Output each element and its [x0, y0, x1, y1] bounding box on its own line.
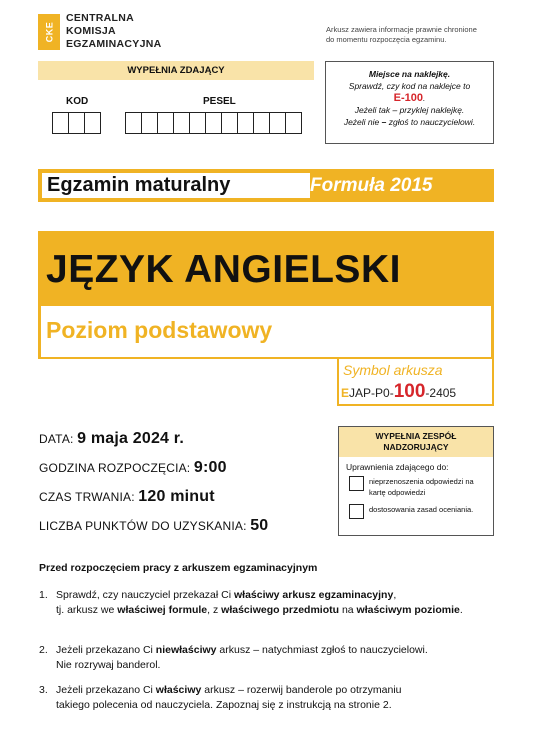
- duration-label: CZAS TRWANIA:: [39, 490, 135, 504]
- pesel-digit-box[interactable]: [189, 112, 206, 134]
- instructions-title: Przed rozpoczęciem pracy z arkuszem egzaminacyjnym: [39, 562, 318, 574]
- confidentiality-notice: [326, 25, 506, 45]
- sticker-line-3-post: zgłoś to nauczycielowi.: [386, 117, 476, 127]
- step1-text-e: właściwej formule: [117, 603, 208, 616]
- date-value: 9 maja 2024 r.: [77, 430, 184, 447]
- adjusted-grading-label: dostosowania zasad oceniania.: [369, 505, 474, 514]
- exam-formula: Formuła 2015: [310, 175, 433, 196]
- pesel-label: PESEL: [203, 96, 236, 107]
- start-value: 9:00: [193, 459, 227, 476]
- pesel-digit-box[interactable]: [285, 112, 302, 134]
- cke-logo-mark: [38, 14, 60, 50]
- adjusted-grading-checkbox[interactable]: [349, 504, 364, 519]
- no-transfer-checkbox[interactable]: [349, 476, 364, 491]
- cke-logo-text: [66, 12, 162, 51]
- pesel-digit-box[interactable]: [269, 112, 286, 134]
- step-number: 3.: [39, 684, 48, 696]
- points-label: LICZBA PUNKTÓW DO UZYSKANIA:: [39, 519, 247, 533]
- pesel-digit-box[interactable]: [205, 112, 222, 134]
- step-text: [56, 643, 499, 672]
- step1-text-b: właściwy arkusz egzaminacyjny: [233, 589, 394, 601]
- exam-start-time: [39, 457, 227, 479]
- step3-text-d: takiego polecenia od nauczyciela. Zapoznaj się z instrukcją na stronie 2.: [56, 698, 392, 711]
- step3-text-b: właściwy: [155, 684, 202, 696]
- step3-text-c: arkusz – rozerwij banderole po otrzymaniu: [201, 684, 402, 696]
- pesel-digit-box[interactable]: [141, 112, 158, 134]
- candidate-section-header: WYPEŁNIA ZDAJĄCY: [38, 61, 314, 80]
- logo-line-1: CENTRALNA: [66, 12, 135, 24]
- step1-text-a: Sprawdź, czy nauczyciel przekazał Ci: [56, 589, 234, 601]
- pesel-digit-box[interactable]: [253, 112, 270, 134]
- exam-title: Egzamin maturalny: [47, 174, 231, 196]
- step1-text-f: , z: [207, 603, 222, 616]
- kod-digit-box[interactable]: [52, 112, 69, 134]
- step1-text-g: właściwego przedmiotu: [221, 603, 340, 616]
- step-text: [56, 683, 499, 712]
- step-number: 2.: [39, 644, 48, 656]
- kod-digit-box[interactable]: [84, 112, 101, 134]
- pesel-digit-box[interactable]: [157, 112, 174, 134]
- step1-text-i: właściwym poziomie: [356, 603, 460, 616]
- step3-text-a: Jeżeli przekazano Ci: [56, 684, 156, 696]
- pesel-digit-box[interactable]: [221, 112, 238, 134]
- step-text: [56, 588, 499, 617]
- symbol-prefix-e: E: [341, 386, 350, 400]
- sticker-line-1: Sprawdź, czy kod na naklejce to: [348, 81, 471, 91]
- duration-value: 120 minut: [138, 488, 215, 505]
- kod-input-boxes[interactable]: [53, 112, 101, 134]
- exam-date: [39, 428, 184, 450]
- step1-text-d: tj. arkusz we: [56, 603, 118, 616]
- level-title: Poziom podstawowy: [46, 317, 273, 343]
- sticker-line-3-dash: –: [381, 117, 387, 127]
- no-transfer-label: nieprzenoszenia odpowiedzi na kartę odpowiedzi: [369, 477, 474, 497]
- pesel-digit-box[interactable]: [237, 112, 254, 134]
- kod-digit-box[interactable]: [68, 112, 85, 134]
- pesel-digit-box[interactable]: [125, 112, 142, 134]
- start-label: GODZINA ROZPOCZĘCIA:: [39, 461, 191, 475]
- sticker-placeholder: [325, 61, 494, 144]
- symbol-prefix: JAP-P0-: [349, 386, 394, 400]
- step1-text-c: ,: [393, 589, 397, 601]
- sticker-line-2: Jeżeli tak – przyklej naklejkę.: [354, 105, 465, 115]
- logo-line-3: EGZAMINACYJNA: [66, 38, 162, 50]
- logo-line-2: KOMISJA: [66, 25, 116, 37]
- instruction-step-3: [39, 683, 499, 712]
- step2-text-b: niewłaściwy: [155, 644, 217, 656]
- step2-text-a: Jeżeli przekazano Ci: [56, 644, 156, 656]
- sticker-code-suffix: .: [422, 93, 426, 103]
- team-header-line-2: NADZORUJĄCY: [383, 442, 449, 452]
- symbol-number: 100: [393, 381, 426, 402]
- kod-label: KOD: [66, 96, 89, 107]
- step1-text-j: .: [459, 603, 463, 616]
- step-number: 1.: [39, 589, 48, 601]
- sheet-symbol-label: Symbol arkusza: [343, 362, 443, 378]
- notice-line-2: do momentu rozpoczęcia egzaminu.: [326, 35, 447, 44]
- team-header-line-1: WYPEŁNIA ZESPÓŁ: [375, 431, 457, 441]
- symbol-suffix: -2405: [425, 386, 457, 400]
- step2-text-d: Nie rozrywaj banderol.: [56, 658, 161, 671]
- points-value: 50: [250, 517, 269, 534]
- exam-points: [39, 515, 268, 537]
- subject-title: JĘZYK ANGIELSKI: [46, 248, 401, 291]
- sticker-line-3-pre: Jeżeli nie: [343, 117, 382, 127]
- supervising-team-header: [339, 427, 493, 457]
- sticker-code: E-100: [393, 92, 423, 104]
- step1-text-h: na: [339, 603, 357, 616]
- notice-line-1: Arkusz zawiera informacje prawnie chronione: [326, 25, 477, 34]
- instruction-step-1: [39, 588, 499, 617]
- instruction-step-2: [39, 643, 499, 672]
- logo-mark-text: CKE: [43, 21, 54, 43]
- sheet-symbol-code: [341, 381, 456, 404]
- date-label: DATA:: [39, 432, 74, 446]
- pesel-digit-box[interactable]: [173, 112, 190, 134]
- pesel-input-boxes[interactable]: [126, 112, 302, 134]
- team-subtitle: Uprawnienia zdającego do:: [346, 462, 449, 472]
- sticker-title: Miejsce na naklejkę.: [368, 69, 451, 79]
- step2-text-c: arkusz – natychmiast zgłoś to nauczycielowi.: [216, 644, 428, 656]
- exam-duration: [39, 486, 215, 508]
